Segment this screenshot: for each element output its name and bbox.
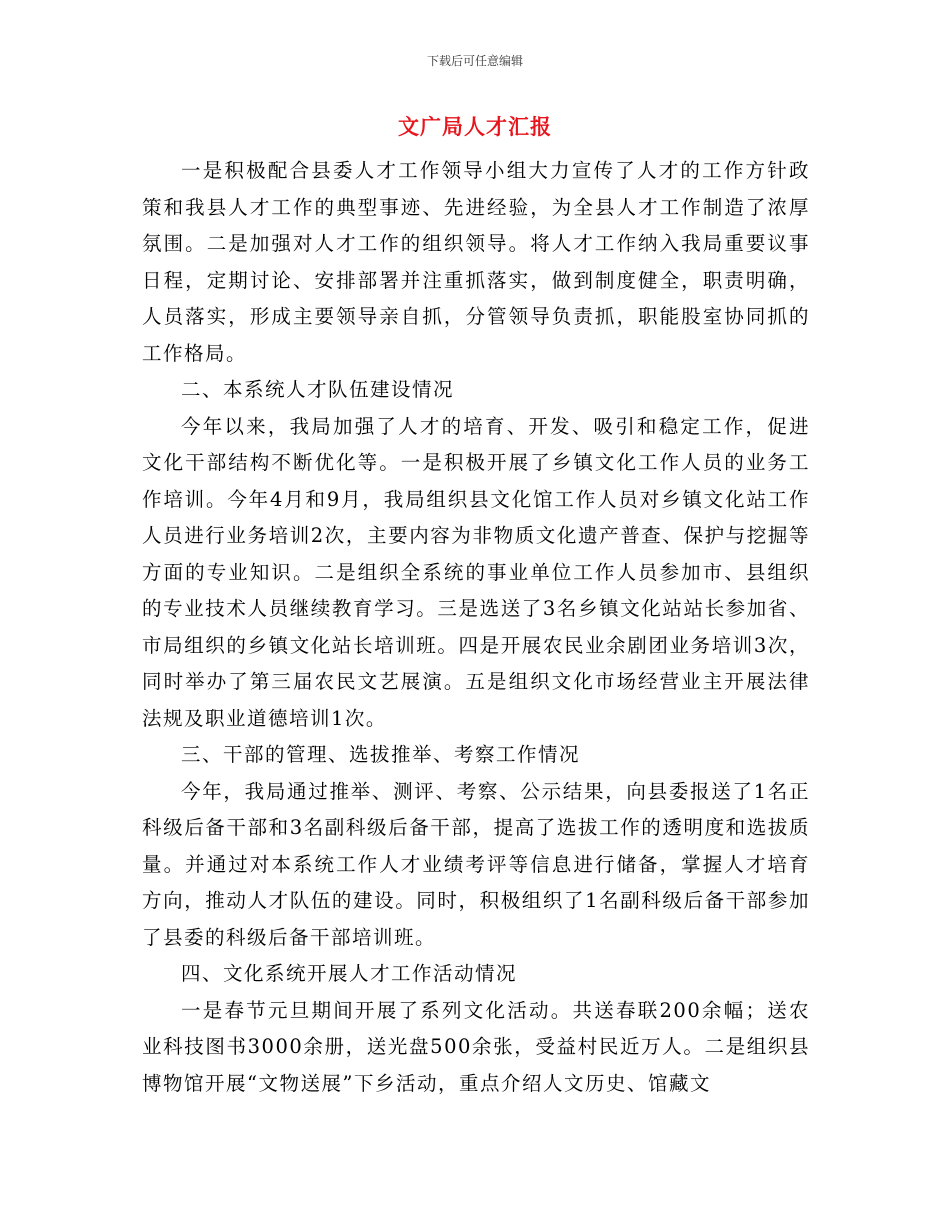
paragraph: 一是春节元旦期间开展了系列文化活动。共送春联200余幅；送农业科技图书3000余册，送光盘500余张，受益村民近万人。二是组织县博物馆开展“文物送展”下乡活动，重点介绍人文历史、馆藏文 bbox=[142, 998, 810, 1095]
section-heading: 二、本系统人才队伍建设情况 bbox=[181, 378, 455, 401]
section-heading: 三、干部的管理、选拔推举、考察工作情况 bbox=[181, 743, 581, 766]
paragraph: 今年，我局通过推举、测评、考察、公示结果，向县委报送了1名正科级后备干部和3名副科级后备干部，提高了选拔工作的透明度和选拔质量。并通过对本系统工作人才业绩考评等信息进行储备，掌握人才培育方向，推动人才队伍的建设。同时，积极组织了1名副科级后备干部参加了县委的科级后备干部培训班。 bbox=[142, 779, 810, 949]
paragraph: 今年以来，我局加强了人才的培育、开发、吸引和稳定工作，促进文化干部结构不断优化等。一是积极开展了乡镇文化工作人员的业务工作培训。今年4月和9月，我局组织县文化馆工作人员对乡镇文化站工作人员进行业务培训2次，主要内容为非物质文化遗产普查、保护与挖掘等方面的专业知识。二是组织全系统的事业单位工作人员参加市、县组织的专业技术人员继续教育学习。三是选送了3名乡镇文化站站长参加省、市局组织的乡镇文化站长培训班。四是开展农民业余剧团业务培训3次，同时举办了第三届农民文艺展演。五是组织文化市场经营业主开展法律法规及职业道德培训1次。 bbox=[142, 414, 810, 730]
page-header-note: 下载后可任意编辑 bbox=[426, 54, 523, 68]
document-body bbox=[142, 153, 810, 1102]
document-title: 文广局人才汇报 bbox=[398, 114, 552, 139]
paragraph: 一是积极配合县委人才工作领导小组大力宣传了人才的工作方针政策和我县人才工作的典型事迹、先进经验，为全县人才工作制造了浓厚氛围。二是加强对人才工作的组织领导。将人才工作纳入我局重要议事日程，定期讨论、安排部署并注重抓落实，做到制度健全，职责明确，人员落实，形成主要领导亲自抓，分管领导负责抓，职能股室协同抓的工作格局。 bbox=[142, 159, 810, 365]
section-heading: 四、文化系统开展人才工作活动情况 bbox=[181, 962, 518, 985]
